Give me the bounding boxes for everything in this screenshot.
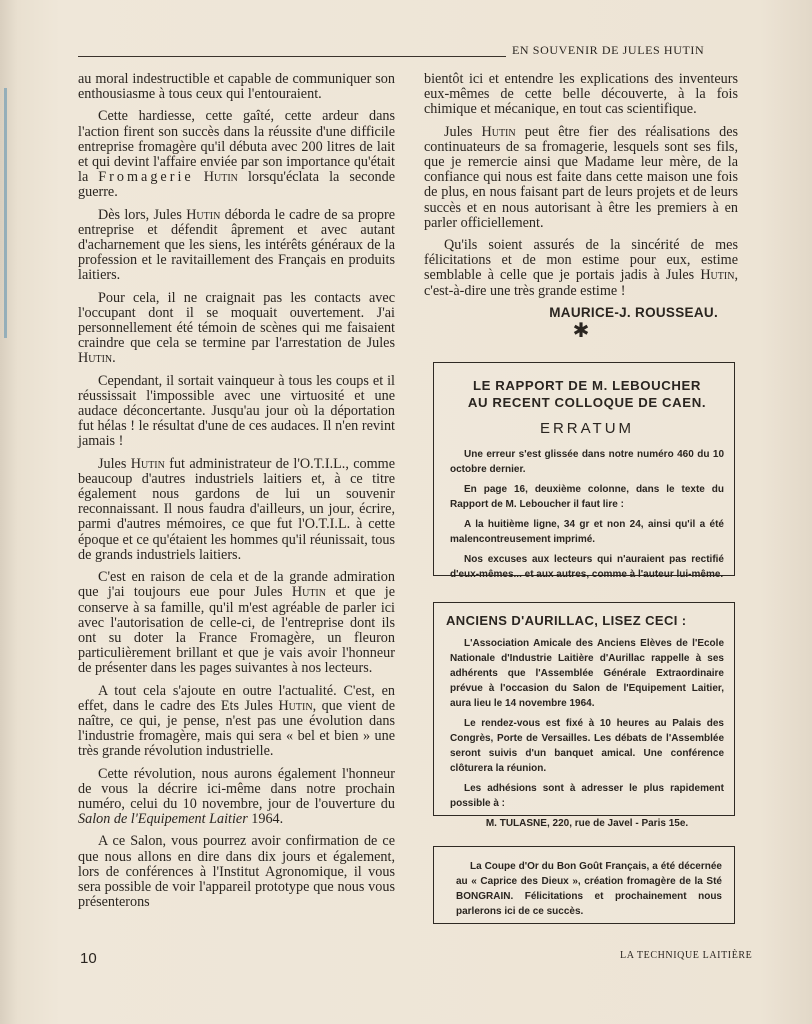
- paragraph: A ce Salon, vous pourrez avoir confirmation de ce que nous allons en dire dans dix jours et également, lors de conférences à l'Institut Agronomique, il vous sera possible de voir l'appareil prototype que nous vous présenterons: [78, 833, 395, 911]
- paragraph: Cette hardiesse, cette gaîté, cette ardeur dans l'action firent son succès dans la réussite d'une difficile entreprise fromagère qu'il débuta avec 200 litres de lait et qui devint l'affaire enviée par son importance qu'était la Fromagerie Hutin lorsqu'éclata la seconde guerre.: [78, 108, 396, 201]
- header-rule: [78, 56, 506, 57]
- paragraph: Cependant, il sortait vainqueur à tous les coups et il réussissait l'impossible avec une virtuosité et une audace déconcertante. Jusqu'au jour où la déportation fut hélas ! le résultat d'une de ces audaces. Il n'en revint jamais !: [78, 372, 395, 450]
- paragraph: A tout cela s'ajoute en outre l'actualité. C'est, en effet, dans le cadre des Ets Jules Hutin, que vient de naître, ce qui, je pense, n'est pas une évolution dans l'industrie fromagère, mais qui sera « bel et bien » une très grande révolution industrielle.: [78, 682, 395, 760]
- surname: Hutin: [78, 350, 113, 367]
- margin-mark: [4, 88, 7, 338]
- erratum-text: A la huitième ligne, 34 gr et non 24, ainsi qu'il a été malencontreusement imprimé.: [450, 519, 724, 545]
- surname: Hutin: [700, 267, 735, 284]
- surname: Hutin: [130, 455, 165, 472]
- paragraph: Qu'ils soient assurés de la sincérité de mes félicitations et de mon estime pour eux, estime semblable à celle que je portais jadis à Jules Hutin, c'est-à-dire une très grande estime !: [424, 237, 738, 299]
- aurillac-box: [433, 602, 735, 829]
- page-number: 10: [80, 950, 97, 967]
- erratum-title-line1: LE RAPPORT DE M. LEBOUCHER: [472, 378, 702, 393]
- paragraph: C'est en raison de cela et de la grande admiration que j'ai toujours eue pour Jules Hutin et que je conserve à sa famille, qu'il m'est agréable de parler ici avec l'autorisation de celle-ci, de l'entreprise dont ils ont su doter la France Fromagère, un fleuron particulièrement brillant et que je vais avoir l'honneur de présenter dans les pages suivantes à nos lecteurs.: [78, 569, 395, 677]
- aurillac-text: L'Association Amicale des Anciens Elèves de l'Ecole Nationale d'Industrie Laitière d'Aurillac rappelle à ses adhérents que l'Assemblée Générale Extraordinaire prévue à l'occasion du Salon de l'Equipement Laitier, aura lieu le 14 novembre 1964.: [450, 638, 724, 709]
- bongrain-box: [433, 846, 735, 924]
- left-column: [78, 72, 395, 910]
- author-signature: MAURICE-J. ROUSSEAU.: [549, 304, 718, 320]
- paragraph: Dès lors, Jules Hutin déborda le cadre de sa propre entreprise et défendit âprement et avec autant d'acharnement que les siens, les intérêts généraux de la profession et le ravitaillement des Français en produits laitiers.: [78, 206, 396, 284]
- aurillac-text: Le rendez-vous est fixé à 10 heures au Palais des Congrès, Porte de Versailles. Les débats de l'Assemblée seront suivis d'un banquet amical. Une conférence clôturera la réunion.: [450, 718, 724, 774]
- paragraph: Jules Hutin peut être fier des réalisations des continuateurs de sa fromagerie, lesquels sont ses fils, que je remercie ainsi que Madame leur mère, de la confiance qui nous est faite dans cette maison une fois de plus, en nous faisant part de leurs projets et de leurs succès et en nous autorisant à être les premiers à en parler officiellement.: [424, 123, 739, 231]
- surname: Hutin: [186, 206, 221, 223]
- salon-name: Salon de l'Equipement Laitier: [78, 811, 248, 828]
- spaced-word: Fromagerie: [98, 169, 194, 186]
- right-column: [424, 71, 739, 343]
- bongrain-text: La Coupe d'Or du Bon Goût Français, a été décernée au « Caprice des Dieux », création fromagère de la Sté BONGRAIN. Félicitations et prochainement nous parlerons ici de ce succès.: [456, 861, 722, 917]
- surname: Hutin: [291, 584, 326, 601]
- paragraph: Pour cela, il ne craignait pas les contacts avec l'occupant dont il se moquait ouvertement. J'ai personnellement été témoin de scènes qui me faisaient craindre que cela se termine par l'arrestation de Jules Hutin.: [78, 289, 395, 367]
- erratum-text: En page 16, deuxième colonne, dans le texte du Rapport de M. Leboucher il faut lire :: [450, 484, 724, 510]
- erratum-text: Nos excuses aux lecteurs qui n'auraient pas rectifié d'eux-mêmes... et aux autres, comme à l'auteur lui-même.: [450, 554, 724, 580]
- surname: Hutin: [481, 123, 516, 140]
- erratum-title-line2: AU RECENT COLLOQUE DE CAEN.: [467, 395, 707, 410]
- aurillac-address: M. TULASNE, 220, rue de Javel - Paris 15e.: [485, 818, 689, 829]
- aurillac-text: Les adhésions sont à adresser le plus rapidement possible à :: [450, 783, 724, 809]
- star-ornament-icon: ✱: [572, 320, 590, 343]
- aurillac-title: ANCIENS D'AURILLAC, LISEZ CECI :: [446, 613, 687, 628]
- running-header: EN SOUVENIR DE JULES HUTIN: [512, 43, 705, 57]
- journal-name: LA TECHNIQUE LAITIÈRE: [620, 950, 753, 961]
- paragraph: Jules Hutin fut administrateur de l'O.T.I.L., comme beaucoup d'autres industriels laitiers et, à ce titre également nous gardons de lui un souvenir reconnaissant. Il nous faudra d'ailleurs, un jour, écrire, parmi d'autres mémoires, ce que fut l'O.T.I.L. à cette époque et ce qu'étaient les hommes qu'il réunissait, tous de grands industriels laitiers.: [78, 455, 395, 563]
- surname: Hutin: [278, 697, 313, 714]
- erratum-text: Une erreur s'est glissée dans notre numéro 460 du 10 octobre dernier.: [450, 449, 724, 475]
- paragraph: Cette révolution, nous aurons également l'honneur de vous la décrire ici-même dans notre prochain numéro, celui du 10 novembre, jour de l'ouverture du Salon de l'Equipement Laitier 1964.: [78, 765, 395, 828]
- erratum-subtitle: ERRATUM: [539, 420, 635, 437]
- paragraph: bientôt ici et entendre les explications des inventeurs eux-mêmes de cette belle découverte, à la fois chimique et mécanique, en tout cas scientifique.: [424, 71, 738, 118]
- surname: Hutin: [203, 169, 238, 186]
- erratum-box: [433, 362, 735, 580]
- paragraph: au moral indestructible et capable de communiquer son enthousiasme à tous ceux qui l'entouraient.: [78, 71, 395, 103]
